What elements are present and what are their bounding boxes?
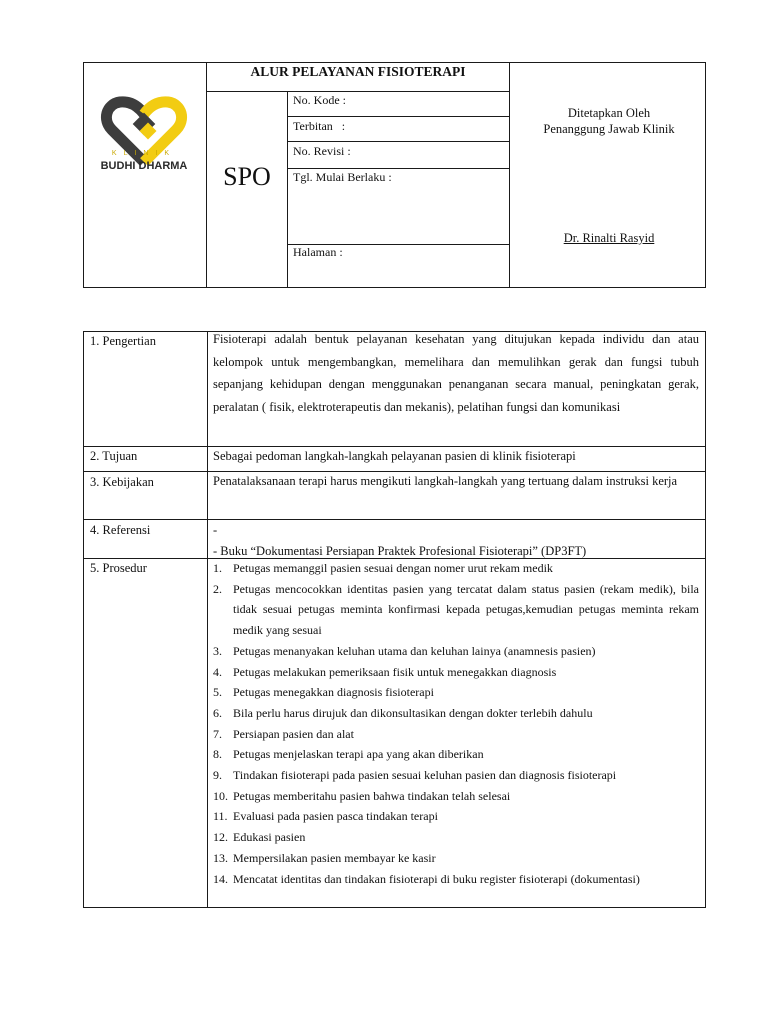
label-pengertian: 1. Pengertian bbox=[90, 334, 156, 348]
label-referensi: 4. Referensi bbox=[90, 523, 151, 537]
prosedur-step-text: Tindakan fisioterapi pada pasien sesuai keluhan pasien dan diagnosis fisioterapi bbox=[233, 768, 617, 783]
prosedur-step-number: 10. bbox=[213, 788, 228, 803]
text-referensi-dash: - bbox=[213, 523, 218, 537]
prosedur-step bbox=[213, 682, 699, 703]
prosedur-step-number: 8. bbox=[213, 747, 222, 762]
text-tujuan: Sebagai pedoman langkah-langkah pelayanan pasien di klinik fisioterapi bbox=[213, 449, 576, 463]
prosedur-step-text: Bila perlu harus dirujuk dan dikonsultasikan dengan dokter terlebih dahulu bbox=[233, 705, 593, 720]
text-referensi-book: - Buku “Dokumentasi Persiapan Praktek Profesional Fisioterapi” (DP3FT) bbox=[213, 544, 587, 558]
prosedur-step bbox=[213, 703, 699, 724]
prosedur-step bbox=[213, 806, 699, 827]
prosedur-step bbox=[213, 765, 699, 786]
prosedur-step-text: Petugas melakukan pemeriksaan fisik untuk menegakkan diagnosis bbox=[233, 664, 557, 679]
label-tujuan: 2. Tujuan bbox=[90, 449, 138, 463]
prosedur-step-number: 2. bbox=[213, 581, 222, 596]
prosedur-step bbox=[213, 579, 699, 641]
spo-label: SPO bbox=[223, 162, 271, 191]
page-title: ALUR PELAYANAN FISIOTERAPI bbox=[250, 64, 466, 79]
prosedur-step-text: Petugas mencocokkan identitas pasien yang tercatat dalam status pasien (rekam medik), bila tidak sesuai petugas meminta konfirmasi kepada petugas,kemudian petugas meminta rekam medik yang sesuai bbox=[233, 581, 699, 638]
prosedur-step-number: 13. bbox=[213, 850, 228, 865]
prosedur-step-number: 14. bbox=[213, 871, 228, 886]
prosedur-step bbox=[213, 744, 699, 765]
prosedur-step-number: 4. bbox=[213, 664, 222, 679]
prosedur-step-text: Mempersilakan pasien membayar ke kasir bbox=[233, 850, 436, 865]
prosedur-step bbox=[213, 869, 699, 890]
prosedur-step-text: Petugas memanggil pasien sesuai dengan nomer urut rekam medik bbox=[233, 561, 553, 575]
prosedur-step-text: Edukasi pasien bbox=[233, 830, 306, 845]
clinic-logo-name: BUDHI DHARMA bbox=[100, 160, 188, 172]
text-pengertian: Fisioterapi adalah bentuk pelayanan kesehatan yang ditujukan kepada individu dan atau kelompok untuk mengembangkan, memelihara dan memulihkan gerak dan fungsi tubuh sepanjang kehidupan dengan menggunakan penanganan secara manual, peningkatan gerak, peralatan ( fisik, elektroterapeutis dan mekanis), pelatihan fungsi dan komunikasi bbox=[213, 332, 699, 414]
prosedur-step-number: 1. bbox=[213, 561, 222, 575]
field-tgl-mulai: Tgl. Mulai Berlaku : bbox=[293, 170, 392, 184]
prosedur-step bbox=[213, 558, 699, 579]
prosedur-step-number: 6. bbox=[213, 705, 222, 720]
prosedur-step-text: Petugas menegakkan diagnosis fisioterapi bbox=[233, 685, 434, 700]
prosedur-step-text: Persiapan pasien dan alat bbox=[233, 726, 354, 741]
prosedur-step-number: 9. bbox=[213, 768, 222, 783]
prosedur-list bbox=[213, 558, 699, 889]
prosedur-step bbox=[213, 827, 699, 848]
prosedur-step-text: Petugas menjelaskan terapi apa yang akan diberikan bbox=[233, 747, 484, 762]
field-halaman: Halaman : bbox=[293, 245, 343, 259]
prosedur-step-text: Mencatat identitas dan tindakan fisioterapi di buku register fisioterapi (dokumentasi) bbox=[233, 871, 640, 886]
field-kode: No. Kode : bbox=[293, 93, 346, 107]
label-kebijakan: 3. Kebijakan bbox=[90, 475, 154, 489]
prosedur-step-number: 3. bbox=[213, 643, 222, 658]
prosedur-step-number: 7. bbox=[213, 726, 222, 741]
prosedur-step bbox=[213, 641, 699, 662]
prosedur-step-number: 5. bbox=[213, 685, 222, 700]
ditetapkan-oleh: Ditetapkan Oleh bbox=[567, 106, 651, 120]
prosedur-step-text: Evaluasi pada pasien pasca tindakan terapi bbox=[233, 809, 438, 824]
prosedur-step-number: 11. bbox=[213, 809, 228, 824]
prosedur-step bbox=[213, 724, 699, 745]
field-revisi: No. Revisi : bbox=[293, 144, 351, 158]
clinic-logo-small-text: KLINIK bbox=[111, 150, 177, 157]
prosedur-step bbox=[213, 786, 699, 807]
prosedur-step-number: 12. bbox=[213, 830, 228, 845]
prosedur-step-text: Petugas memberitahu pasien bahwa tindakan telah selesai bbox=[233, 788, 511, 803]
prosedur-step bbox=[213, 848, 699, 869]
prosedur-step bbox=[213, 662, 699, 683]
text-kebijakan: Penatalaksanaan terapi harus mengikuti langkah-langkah yang tertuang dalam instruksi kerja bbox=[213, 474, 678, 488]
signatory-name: Dr. Rinalti Rasyid bbox=[563, 231, 655, 245]
field-terbitan: Terbitan : bbox=[293, 119, 346, 133]
prosedur-step-text: Petugas menanyakan keluhan utama dan keluhan lainya (anamnesis pasien) bbox=[233, 643, 596, 658]
penanggung-jawab: Penanggung Jawab Klinik bbox=[543, 122, 675, 136]
label-prosedur: 5. Prosedur bbox=[90, 561, 147, 575]
